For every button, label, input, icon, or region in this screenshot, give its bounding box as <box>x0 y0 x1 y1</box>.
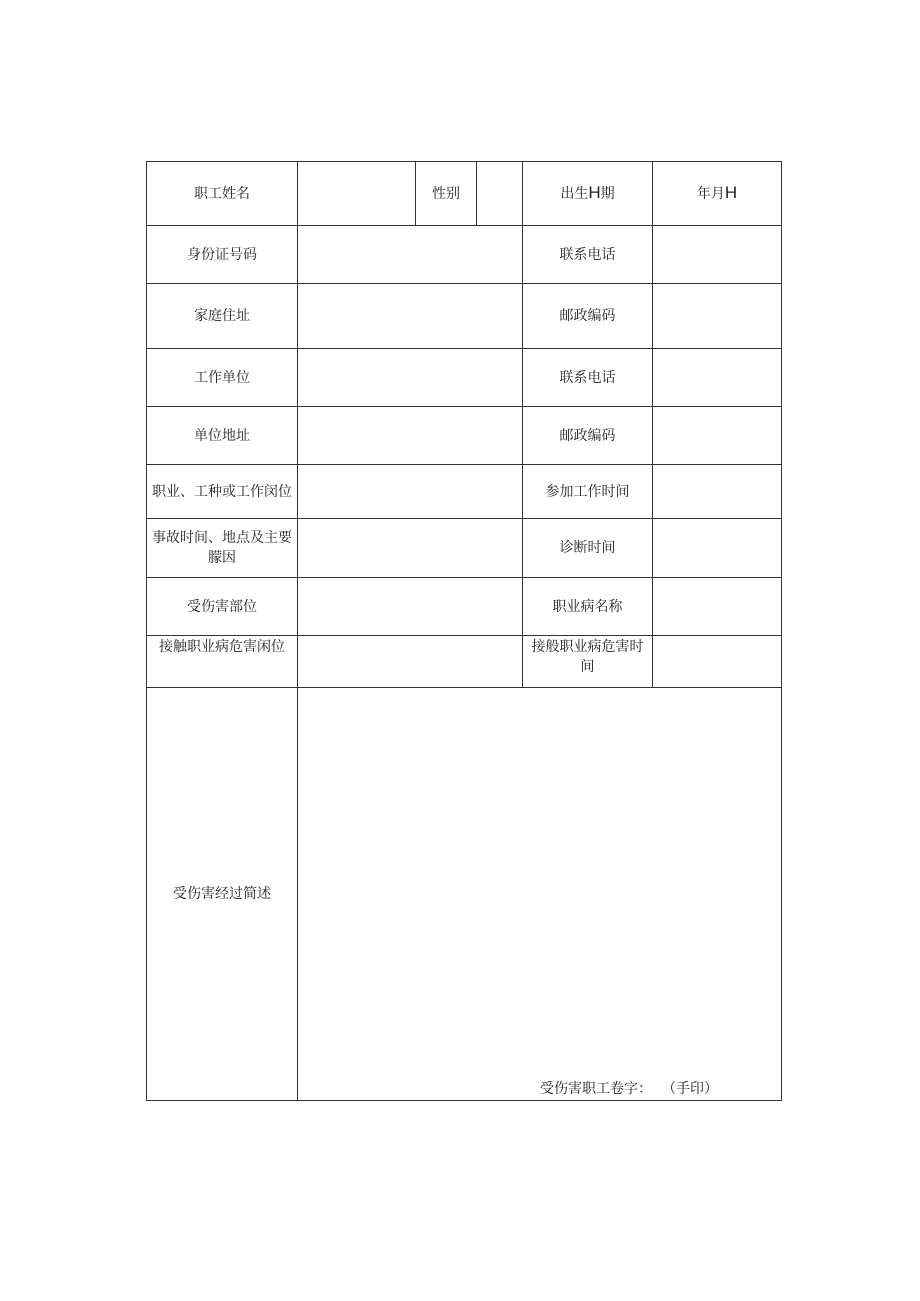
form-row-occupation <box>147 465 782 519</box>
description-label: 受伤害经过简述 <box>147 688 298 1101</box>
birth-date-field[interactable] <box>653 162 782 226</box>
employer-field[interactable] <box>298 349 523 407</box>
id-number-field[interactable] <box>298 226 523 284</box>
work-start-label: 参加工作时间 <box>523 465 653 519</box>
form-row-home <box>147 284 782 349</box>
form-row-name <box>147 162 782 226</box>
employer-label: 工作单位 <box>147 349 298 407</box>
work-start-field[interactable] <box>653 465 782 519</box>
exposure-position-label: 接触职业病危害闲位 <box>147 636 298 688</box>
form-row-employer <box>147 349 782 407</box>
accident-info-field[interactable] <box>298 519 523 578</box>
description-field[interactable] <box>298 688 782 1101</box>
contact-phone-label: 联系电话 <box>523 226 653 284</box>
employer-phone-label: 联系电话 <box>523 349 653 407</box>
home-postcode-field[interactable] <box>653 284 782 349</box>
accident-info-label: 事故时间、地点及主要朦因 <box>147 519 298 578</box>
injury-registration-form <box>146 161 782 1101</box>
signature-label: 受伤害职工卷字： <box>540 1081 652 1097</box>
signature-line <box>540 1079 718 1099</box>
form-row-employer-address <box>147 407 782 465</box>
form-row-injury <box>147 578 782 636</box>
form-row-description <box>147 688 782 1101</box>
employee-name-label: 职工姓名 <box>147 162 298 226</box>
employer-address-label: 单位地址 <box>147 407 298 465</box>
birth-date-label <box>523 162 653 226</box>
injured-part-label: 受伤害部位 <box>147 578 298 636</box>
birth-date-label-text: 出生H期 <box>560 183 615 202</box>
diagnosis-time-label: 诊断时间 <box>523 519 653 578</box>
form-row-id <box>147 226 782 284</box>
employer-postcode-label: 邮政编码 <box>523 407 653 465</box>
gender-field[interactable] <box>477 162 523 226</box>
disease-name-field[interactable] <box>653 578 782 636</box>
exposure-time-label: 接般职业病危害时间 <box>523 636 653 688</box>
home-address-label: 家庭住址 <box>147 284 298 349</box>
employer-address-field[interactable] <box>298 407 523 465</box>
exposure-time-field[interactable] <box>653 636 782 688</box>
home-address-field[interactable] <box>298 284 523 349</box>
contact-phone-field[interactable] <box>653 226 782 284</box>
employee-name-field[interactable] <box>298 162 416 226</box>
occupation-label: 职业、工种或工作闵位 <box>147 465 298 519</box>
thumbprint-label: （手印） <box>662 1081 718 1097</box>
disease-name-label: 职业病名称 <box>523 578 653 636</box>
form-row-exposure <box>147 636 782 688</box>
home-postcode-label: 邮政编码 <box>523 284 653 349</box>
occupation-field[interactable] <box>298 465 523 519</box>
diagnosis-time-field[interactable] <box>653 519 782 578</box>
gender-label: 性别 <box>416 162 477 226</box>
form-row-accident <box>147 519 782 578</box>
employer-phone-field[interactable] <box>653 349 782 407</box>
id-number-label: 身份证号码 <box>147 226 298 284</box>
exposure-position-field[interactable] <box>298 636 523 688</box>
employer-postcode-field[interactable] <box>653 407 782 465</box>
injured-part-field[interactable] <box>298 578 523 636</box>
birth-date-value: 年月H <box>696 183 738 202</box>
